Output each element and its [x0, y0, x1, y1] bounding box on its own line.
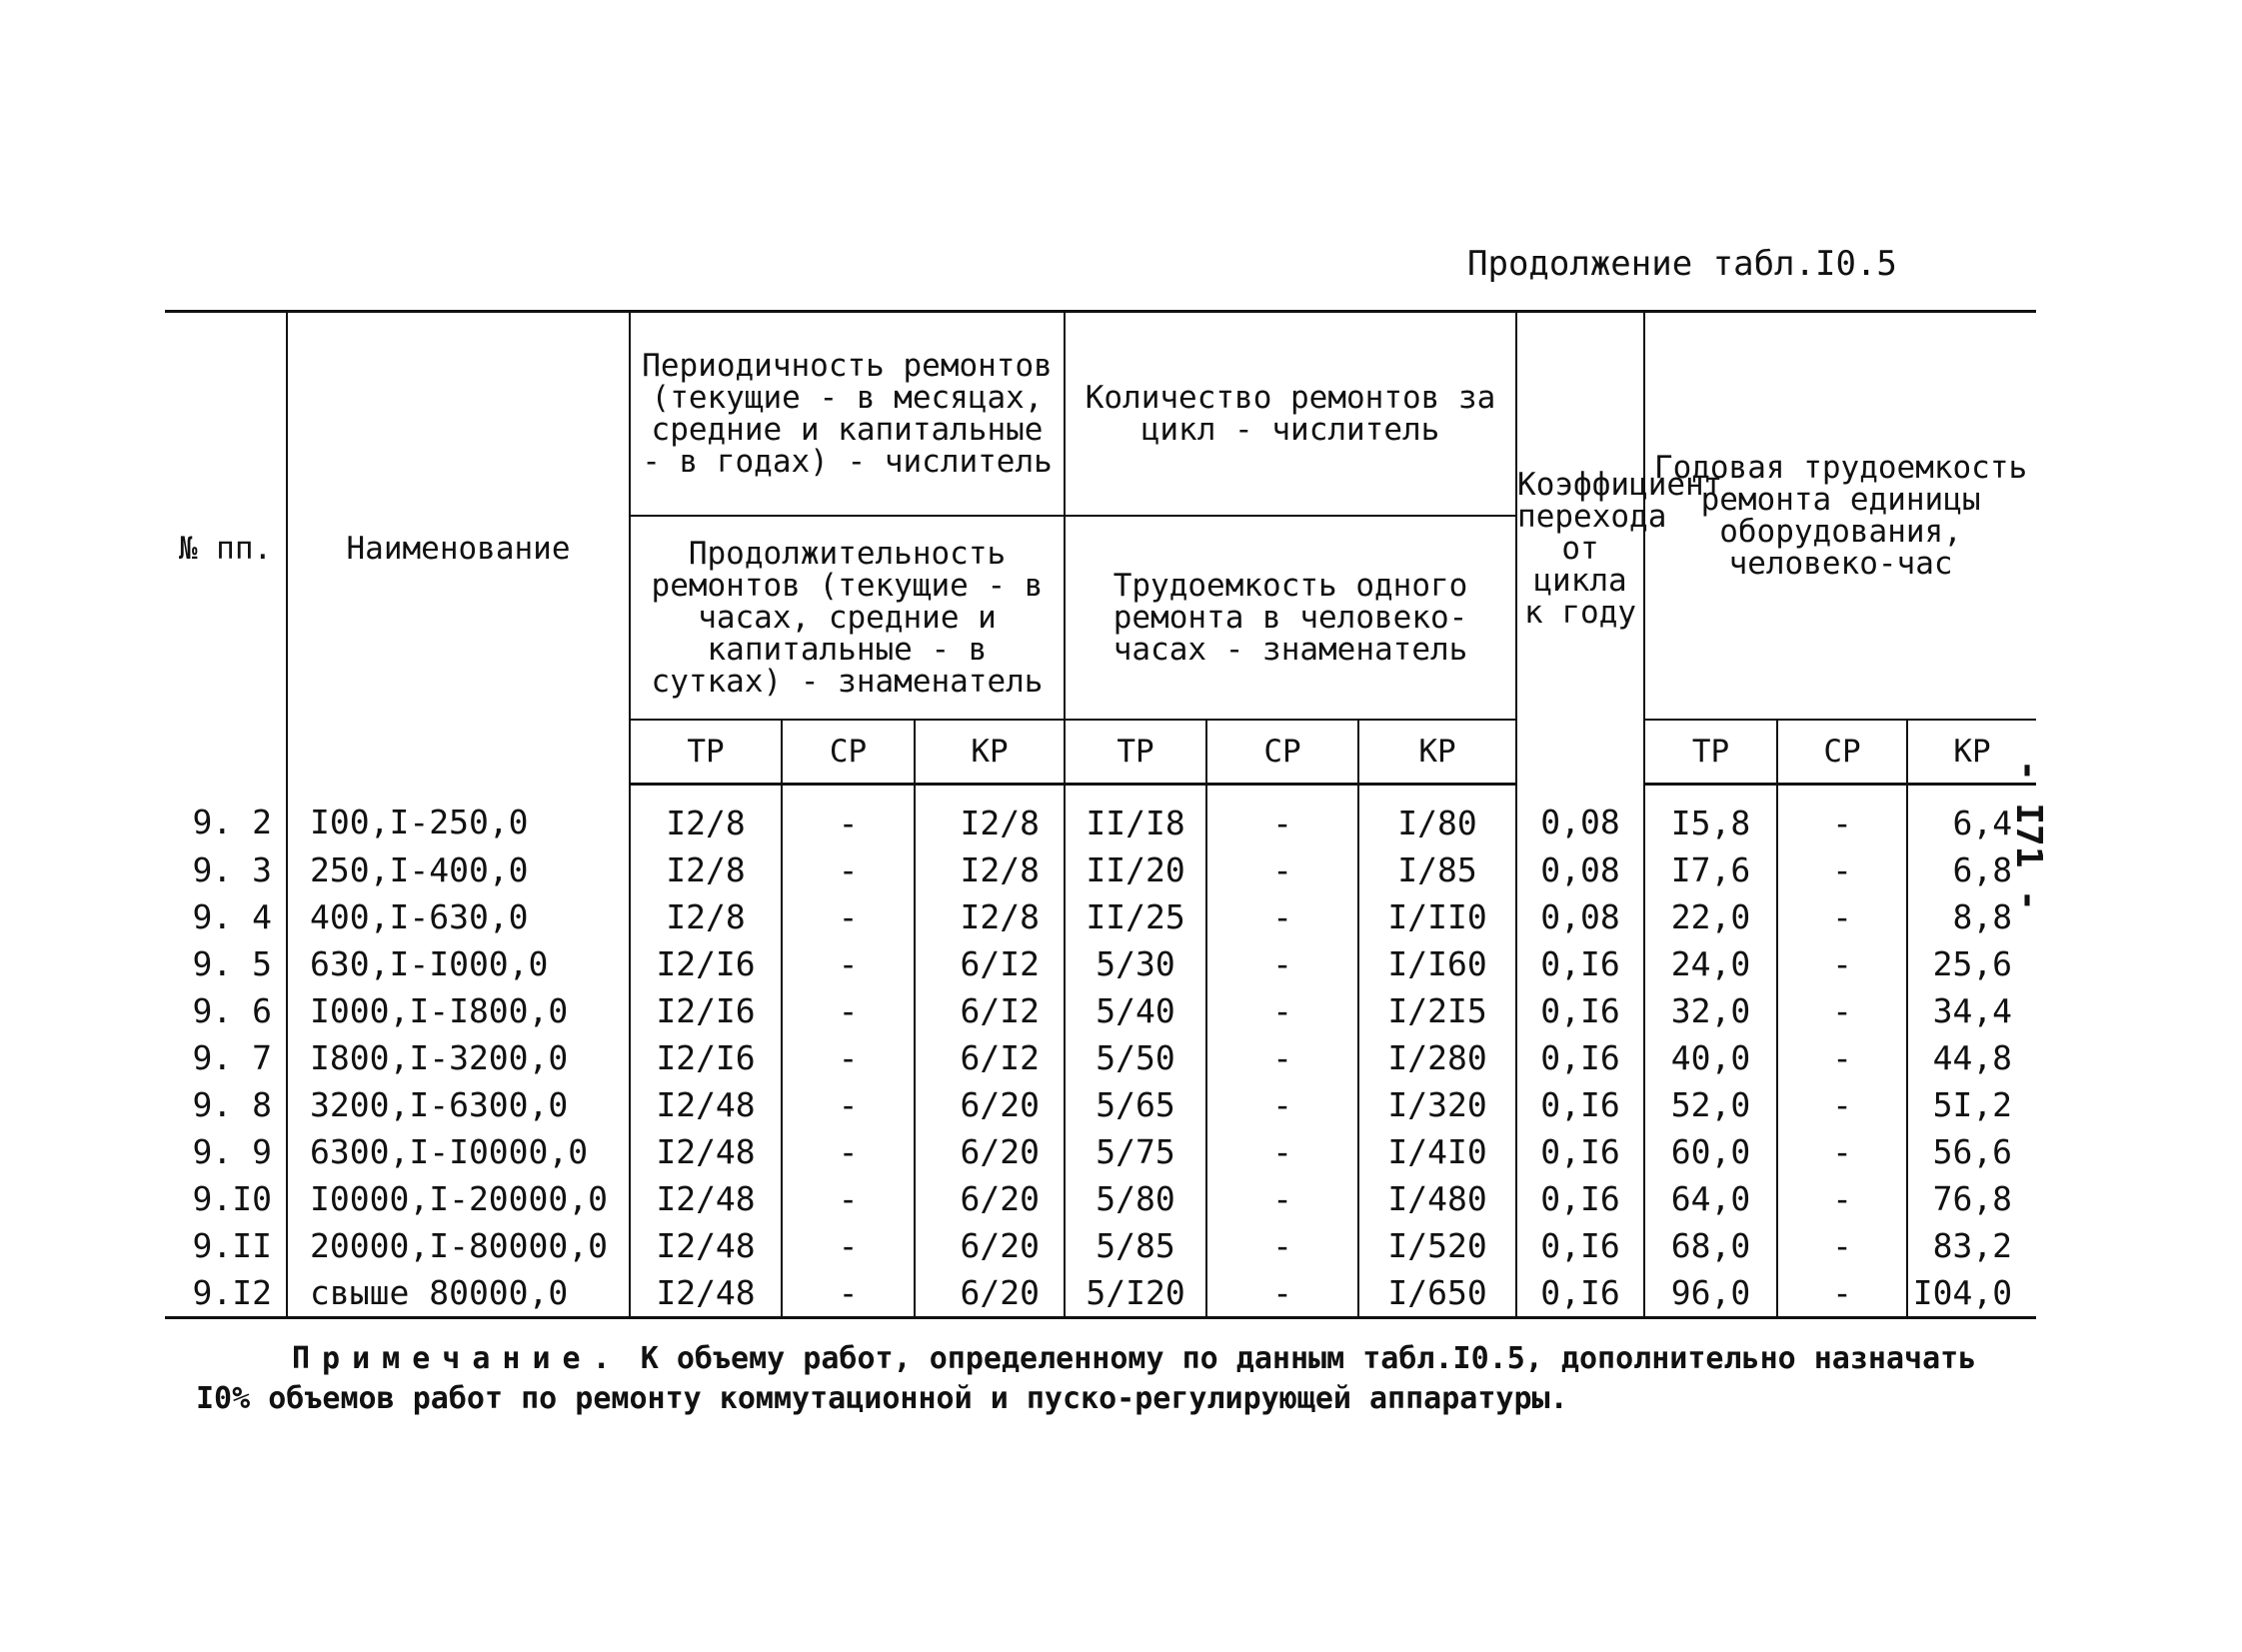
- header-num: № пп.: [165, 312, 287, 785]
- cell-a-kr: 56,6: [1907, 1128, 2036, 1175]
- table-row: [165, 893, 2036, 940]
- cell-a-tr: 64,0: [1644, 1175, 1777, 1222]
- cell-a-sr: -: [1777, 1269, 1907, 1318]
- cell-p-kr: 6/I2: [915, 987, 1065, 1034]
- cell-a-tr: 32,0: [1644, 987, 1777, 1034]
- cell-p-sr: -: [782, 846, 915, 893]
- sub-period-kr: КР: [915, 720, 1065, 785]
- cell-c-tr: 5/75: [1065, 1128, 1206, 1175]
- cell-c-sr: -: [1206, 1175, 1358, 1222]
- cell-p-sr: -: [782, 1081, 915, 1128]
- cell-a-kr: 34,4: [1907, 987, 2036, 1034]
- header-period-top: Периодичность ремонтов (текущие - в месяцах, средние и капитальные - в годах) - числитель: [630, 312, 1065, 517]
- cell-p-sr: -: [782, 1269, 915, 1318]
- cell-p-tr: I2/I6: [630, 987, 782, 1034]
- note: [196, 1339, 2025, 1419]
- cell-name: I00,I-250,0: [287, 785, 630, 847]
- cell-p-sr: -: [782, 785, 915, 847]
- cell-c-tr: 5/I20: [1065, 1269, 1206, 1318]
- cell-c-tr: 5/40: [1065, 987, 1206, 1034]
- cell-a-tr: 68,0: [1644, 1222, 1777, 1269]
- cell-c-kr: I/II0: [1358, 893, 1516, 940]
- cell-p-tr: I2/I6: [630, 1034, 782, 1081]
- cell-num: 9. 9: [192, 1132, 272, 1171]
- cell-a-sr: -: [1777, 893, 1907, 940]
- sub-count-kr: КР: [1358, 720, 1516, 785]
- sub-period-tr: ТР: [630, 720, 782, 785]
- note-lead: Примечание.: [292, 1341, 623, 1376]
- cell-c-kr: I/280: [1358, 1034, 1516, 1081]
- cell-p-tr: I2/48: [630, 1081, 782, 1128]
- cell-c-tr: II/I8: [1065, 785, 1206, 847]
- cell-p-sr: -: [782, 1222, 915, 1269]
- cell-a-sr: -: [1777, 785, 1907, 847]
- cell-a-sr: -: [1777, 987, 1907, 1034]
- cell-p-tr: I2/48: [630, 1222, 782, 1269]
- cell-c-sr: -: [1206, 1081, 1358, 1128]
- cell-c-tr: 5/80: [1065, 1175, 1206, 1222]
- cell-num: 9.I2: [165, 1269, 287, 1318]
- cell-a-kr: 83,2: [1907, 1222, 2036, 1269]
- cell-c-sr: -: [1206, 987, 1358, 1034]
- cell-p-kr: 6/20: [915, 1222, 1065, 1269]
- cell-a-sr: -: [1777, 1128, 1907, 1175]
- cell-p-sr: -: [782, 893, 915, 940]
- cell-coef: 0,I6: [1516, 1175, 1644, 1222]
- header-count-top: Количество ремонтов за цикл - числитель: [1065, 312, 1516, 517]
- table-row: [165, 785, 2036, 847]
- cell-c-sr: -: [1206, 940, 1358, 987]
- sub-annual-kr: КР: [1907, 720, 2036, 785]
- cell-num: 9. 3: [192, 850, 272, 889]
- header-count-bottom: Трудоемкость одного ремонта в человеко-часах - знаменатель: [1065, 516, 1516, 720]
- cell-num: 9. 8: [192, 1085, 272, 1124]
- table-row: [165, 940, 2036, 987]
- table-row: [165, 846, 2036, 893]
- cell-a-tr: 52,0: [1644, 1081, 1777, 1128]
- cell-a-kr: 76,8: [1907, 1175, 2036, 1222]
- cell-a-tr: 40,0: [1644, 1034, 1777, 1081]
- cell-p-kr: I2/8: [915, 846, 1065, 893]
- cell-a-kr: 44,8: [1907, 1034, 2036, 1081]
- cell-c-tr: II/25: [1065, 893, 1206, 940]
- cell-num: 9. 5: [192, 944, 272, 983]
- cell-a-sr: -: [1777, 1175, 1907, 1222]
- cell-c-kr: I/80: [1358, 785, 1516, 847]
- cell-a-kr: 6,8: [1907, 846, 2036, 893]
- cell-num: 9. 4: [192, 897, 272, 936]
- cell-c-sr: -: [1206, 893, 1358, 940]
- cell-a-kr: 25,6: [1907, 940, 2036, 987]
- cell-p-tr: I2/48: [630, 1175, 782, 1222]
- cell-c-sr: -: [1206, 1128, 1358, 1175]
- cell-coef: 0,I6: [1516, 987, 1644, 1034]
- sub-count-tr: ТР: [1065, 720, 1206, 785]
- sub-period-sr: СР: [782, 720, 915, 785]
- cell-name: 6300,I-I0000,0: [287, 1128, 630, 1175]
- header-coef: Коэффициент перехода от цикла к году: [1516, 312, 1644, 785]
- cell-coef: 0,08: [1516, 893, 1644, 940]
- cell-name: I0000,I-20000,0: [287, 1175, 630, 1222]
- cell-c-sr: -: [1206, 1034, 1358, 1081]
- cell-p-sr: -: [782, 1175, 915, 1222]
- cell-name: 400,I-630,0: [287, 893, 630, 940]
- cell-name: 3200,I-6300,0: [287, 1081, 630, 1128]
- sub-annual-tr: ТР: [1644, 720, 1777, 785]
- cell-coef: 0,I6: [1516, 1034, 1644, 1081]
- cell-num: 9. 7: [192, 1038, 272, 1077]
- cell-a-sr: -: [1777, 1034, 1907, 1081]
- cell-c-kr: I/320: [1358, 1081, 1516, 1128]
- cell-num: 9. 6: [192, 991, 272, 1030]
- cell-c-tr: 5/50: [1065, 1034, 1206, 1081]
- cell-a-sr: -: [1777, 940, 1907, 987]
- cell-p-kr: 6/20: [915, 1128, 1065, 1175]
- table-row: [165, 1081, 2036, 1128]
- cell-c-sr: -: [1206, 1269, 1358, 1318]
- table-row: [165, 1269, 2036, 1318]
- cell-coef: 0,I6: [1516, 1222, 1644, 1269]
- cell-c-kr: I/4I0: [1358, 1128, 1516, 1175]
- cell-coef: 0,08: [1516, 846, 1644, 893]
- cell-num: 9.II: [192, 1226, 272, 1265]
- cell-c-sr: -: [1206, 785, 1358, 847]
- cell-a-sr: -: [1777, 1222, 1907, 1269]
- header-annual: Годовая трудоемкость ремонта единицы оборудования, человеко-час: [1644, 312, 2036, 721]
- table-row: [165, 1175, 2036, 1222]
- cell-p-kr: I2/8: [915, 893, 1065, 940]
- cell-a-kr: 5I,2: [1907, 1081, 2036, 1128]
- cell-c-sr: -: [1206, 846, 1358, 893]
- cell-a-tr: 60,0: [1644, 1128, 1777, 1175]
- cell-name: 20000,I-80000,0: [287, 1222, 630, 1269]
- table-row: [165, 1222, 2036, 1269]
- header-name: Наименование: [287, 312, 630, 785]
- cell-p-kr: 6/20: [915, 1081, 1065, 1128]
- cell-num: 9.I0: [192, 1179, 272, 1218]
- cell-c-kr: I/480: [1358, 1175, 1516, 1222]
- page-number: - I71 -: [2008, 760, 2049, 911]
- cell-name: 630,I-I000,0: [287, 940, 630, 987]
- cell-c-kr: I/I60: [1358, 940, 1516, 987]
- cell-a-tr: 96,0: [1644, 1269, 1777, 1318]
- cell-p-kr: 6/20: [915, 1269, 1065, 1318]
- cell-p-kr: 6/I2: [915, 940, 1065, 987]
- header-period-bottom: Продолжительность ремонтов (текущие - в часах, средние и капитальные - в сутках) - знаменатель: [630, 516, 1065, 720]
- cell-p-sr: -: [782, 1128, 915, 1175]
- cell-a-tr: 24,0: [1644, 940, 1777, 987]
- cell-c-kr: I/520: [1358, 1222, 1516, 1269]
- cell-c-tr: 5/30: [1065, 940, 1206, 987]
- cell-name: свыше 80000,0: [287, 1269, 630, 1318]
- table-caption: Продолжение табл.I0.5: [1467, 244, 1897, 284]
- cell-coef: 0,I6: [1516, 1128, 1644, 1175]
- cell-c-tr: II/20: [1065, 846, 1206, 893]
- cell-p-tr: I2/48: [630, 1128, 782, 1175]
- cell-a-sr: -: [1777, 846, 1907, 893]
- cell-coef: 0,I6: [1516, 1081, 1644, 1128]
- cell-a-kr: I04,0: [1907, 1269, 2036, 1318]
- cell-p-kr: 6/I2: [915, 1034, 1065, 1081]
- cell-c-kr: I/85: [1358, 846, 1516, 893]
- cell-coef: 0,I6: [1516, 940, 1644, 987]
- cell-p-sr: -: [782, 1034, 915, 1081]
- cell-c-sr: -: [1206, 1222, 1358, 1269]
- cell-c-kr: I/2I5: [1358, 987, 1516, 1034]
- cell-p-tr: I2/8: [630, 785, 782, 847]
- note-text: К объему работ, определенному по данным табл.I0.5, дополнительно назначать I0% объемов работ по ремонту коммутационной и пуско-регулирующей аппаратуры.: [196, 1341, 1977, 1416]
- cell-name: 250,I-400,0: [287, 846, 630, 893]
- cell-p-sr: -: [782, 940, 915, 987]
- table-row: [165, 987, 2036, 1034]
- sub-annual-sr: СР: [1777, 720, 1907, 785]
- cell-a-tr: I5,8: [1644, 785, 1777, 847]
- cell-p-kr: I2/8: [915, 785, 1065, 847]
- cell-name: I000,I-I800,0: [287, 987, 630, 1034]
- cell-a-kr: 6,4: [1907, 785, 2036, 847]
- cell-coef: 0,08: [1516, 785, 1644, 847]
- table-row: [165, 1034, 2036, 1081]
- cell-p-tr: I2/48: [630, 1269, 782, 1318]
- cell-c-kr: I/650: [1358, 1269, 1516, 1318]
- cell-p-tr: I2/I6: [630, 940, 782, 987]
- table-body: [165, 785, 2036, 1318]
- cell-coef: 0,I6: [1516, 1269, 1644, 1318]
- cell-c-tr: 5/85: [1065, 1222, 1206, 1269]
- cell-a-sr: -: [1777, 1081, 1907, 1128]
- cell-num: 9. 2: [192, 803, 272, 842]
- repair-table: [165, 310, 2036, 1319]
- cell-p-tr: I2/8: [630, 846, 782, 893]
- cell-a-tr: I7,6: [1644, 846, 1777, 893]
- table-row: [165, 1128, 2036, 1175]
- cell-p-kr: 6/20: [915, 1175, 1065, 1222]
- sub-count-sr: СР: [1206, 720, 1358, 785]
- cell-name: I800,I-3200,0: [287, 1034, 630, 1081]
- cell-a-kr: 8,8: [1907, 893, 2036, 940]
- cell-c-tr: 5/65: [1065, 1081, 1206, 1128]
- cell-a-tr: 22,0: [1644, 893, 1777, 940]
- cell-p-sr: -: [782, 987, 915, 1034]
- cell-p-tr: I2/8: [630, 893, 782, 940]
